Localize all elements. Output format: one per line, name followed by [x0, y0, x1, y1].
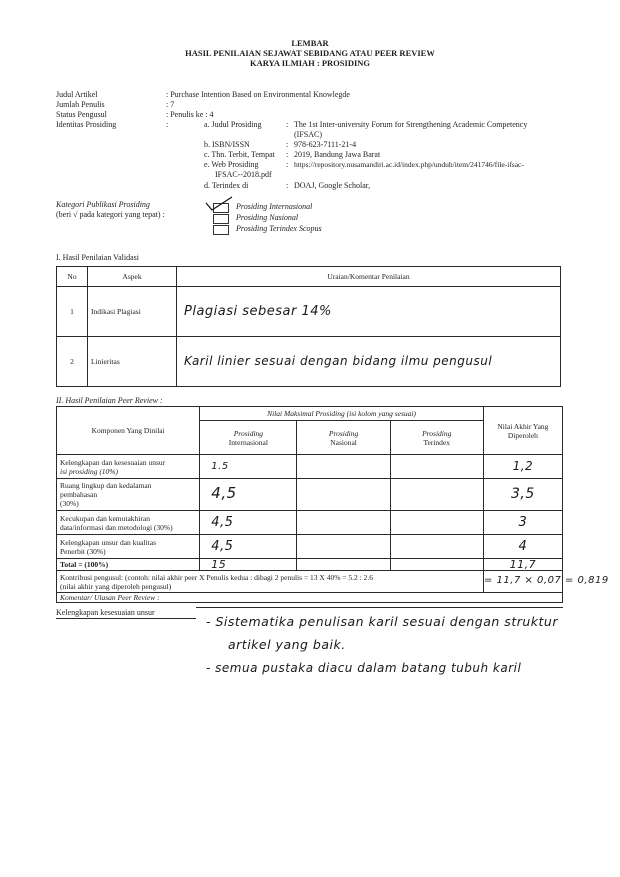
handwritten-intl: 4,5 [211, 514, 234, 530]
handwritten-comment-line: - Sistematika penulisan karil sesuai dengan struktur [206, 614, 558, 629]
form-title-line2: HASIL PENILAIAN SEJAWAT SEBIDANG ATAU PEER REVIEW [185, 48, 435, 58]
identitas-key: d. Terindex di [204, 181, 249, 190]
col-idx-1: Prosiding [422, 428, 452, 438]
col-akhir-1: Nilai Akhir Yang [497, 421, 549, 431]
peer-review-table [56, 406, 563, 603]
checkbox-prosiding-scopus[interactable] [213, 225, 229, 235]
form-title-line3: KARYA ILMIAH : PROSIDING [249, 58, 371, 68]
validasi-table [56, 266, 561, 387]
komponen-line: Penerbit (30%) [60, 546, 106, 556]
identitas-prosiding-label: Identitas Prosiding [56, 120, 117, 129]
col-intl-2: Internasional [228, 437, 268, 447]
jumlah-penulis-value: : 7 [166, 100, 175, 109]
col-nilai-maks: Nilai Maksimal Prosiding (isi kolom yang sesuai) [200, 407, 484, 421]
identitas-key: a. Judul Prosiding [204, 120, 262, 129]
identitas-value: DOAJ, Google Scholar, [294, 181, 371, 190]
table-row [57, 511, 563, 535]
komponen-line: Kelengkapan dan kesesuaian unsur [60, 457, 166, 467]
identitas-sep: : [286, 150, 289, 159]
section1-title: I. Hasil Penilaian Validasi [56, 253, 139, 262]
option-nasional: Prosiding Nasional [236, 213, 299, 222]
col-nas-1: Prosiding [328, 428, 359, 438]
col-komponen: Komponen Yang Dinilai [57, 407, 200, 455]
table-row [57, 287, 561, 337]
komponen-line: Kelengkapan unsur dan kualitas [60, 537, 157, 547]
kelengkapan-underline [56, 618, 196, 619]
kategori-hint: (beri √ pada kategori yang tepat) : [56, 210, 165, 219]
kelengkapan-label: Kelengkapan kesesuaian unsur [56, 608, 155, 617]
col-akhir-2: Diperoleh [507, 430, 538, 440]
identitas-colon: : [166, 120, 169, 129]
identitas-value: IFSAC--2018.pdf [215, 170, 272, 179]
komponen-line: Ruang lingkup dan kedalaman [60, 481, 152, 490]
handwritten-intl: 4,5 [211, 484, 237, 502]
identitas-key: e. Web Prosiding [204, 160, 259, 169]
identitas-sep: : [286, 120, 289, 129]
judul-value: : Purchase Intention Based on Environmental Knowlegde [166, 90, 350, 99]
identitas-value: https://repository.nusamandiri.ac.id/index.php/unduh/item/241746/file-ifsac- [294, 160, 524, 169]
row-aspek: Indikasi Plagiasi [88, 287, 177, 337]
table-row [57, 455, 563, 479]
jumlah-penulis-label: Jumlah Penulis [56, 100, 105, 109]
table-row [57, 479, 563, 511]
handwritten-comment-line: artikel yang baik. [228, 637, 346, 652]
identitas-key: c. Thn. Terbit, Tempat [204, 150, 275, 159]
status-pengusul-value: : Penulis ke : 4 [166, 110, 214, 119]
komponen-line: Kecukupan dan kemutakhiran [60, 513, 150, 523]
identitas-key: b. ISBN/ISSN [204, 140, 250, 149]
kontribusi-note: (nilai akhir yang diperoleh pengusul) [60, 581, 172, 591]
col-nas-2: Nasional [330, 437, 357, 447]
handwritten-kontribusi-calc: = 11,7 × 0,07 = 0,819 [484, 575, 609, 586]
identitas-sep: : [286, 181, 289, 190]
handwritten-komentar: Karil linier sesuai dengan bidang ilmu pengusul [184, 353, 493, 368]
col-no: No [57, 267, 88, 287]
table-row [57, 535, 563, 559]
komentar-label: Komentar/ Ulasan Peer Review : [57, 593, 563, 603]
option-scopus: Prosiding Terindex Scopus [236, 224, 322, 233]
kategori-label: Kategori Publikasi Prosiding [56, 200, 150, 209]
total-row [57, 559, 563, 571]
handwritten-intl: 4,5 [211, 538, 234, 554]
identitas-value: 2019, Bandung Jawa Barat [294, 150, 381, 159]
judul-label: Judul Artikel [56, 90, 98, 99]
komponen-line: data/informasi dan metodologi (30%) [60, 522, 173, 532]
row-aspek: Linieritas [88, 337, 177, 387]
handwritten-akhir: 3,5 [511, 485, 535, 502]
col-idx-2: Terindex [423, 437, 450, 447]
row-no: 1 [57, 287, 88, 337]
identitas-value: The 1st Inter-university Forum for Strengthening Academic Competency [294, 120, 528, 129]
option-internasional: Prosiding Internasional [236, 202, 313, 211]
section2-title: II. Hasil Penilaian Peer Review : [56, 396, 163, 405]
status-pengusul-label: Status Pengusul [56, 110, 107, 119]
col-komentar: Uraian/Komentar Penilaian [177, 267, 561, 287]
komponen-line: (30%) [60, 499, 79, 508]
identitas-value: (IFSAC) [294, 130, 323, 139]
komponen-line: pembahasan [60, 490, 98, 499]
identitas-value: 978-623-7111-21-4 [294, 140, 357, 149]
form-title-line1: LEMBAR [291, 38, 329, 48]
checkbox-prosiding-nasional[interactable] [213, 214, 229, 224]
checkmark-icon [204, 195, 234, 213]
handwritten-komentar: Plagiasi sebesar 14% [184, 303, 332, 319]
comment-box-top [196, 607, 563, 608]
handwritten-akhir: 3 [518, 514, 528, 530]
identitas-sep: : [286, 140, 289, 149]
komponen-line: isi prosiding (10%) [60, 466, 119, 476]
handwritten-comment-line: - semua pustaka diacu dalam batang tubuh karil [206, 661, 522, 675]
total-label: Total = (100%) [57, 559, 200, 571]
row-no: 2 [57, 337, 88, 387]
handwritten-akhir: 1,2 [512, 458, 534, 473]
identitas-sep: : [286, 160, 289, 169]
col-intl-1: Prosiding [233, 428, 264, 438]
handwritten-akhir: 4 [518, 538, 528, 554]
handwritten-total-akhir: 11,7 [509, 557, 537, 571]
col-aspek: Aspek [88, 267, 177, 287]
table-row [57, 337, 561, 387]
komentar-header-row [57, 593, 563, 603]
handwritten-intl: 1.5 [211, 461, 229, 472]
kontribusi-text: Kontribusi pengusul: (contoh: nilai akhir peer X Penulis kedua : dibagi 2 penulis = 13 X 40% = 5.2 : 2.6 [60, 572, 374, 582]
handwritten-total-intl: 15 [211, 557, 227, 571]
